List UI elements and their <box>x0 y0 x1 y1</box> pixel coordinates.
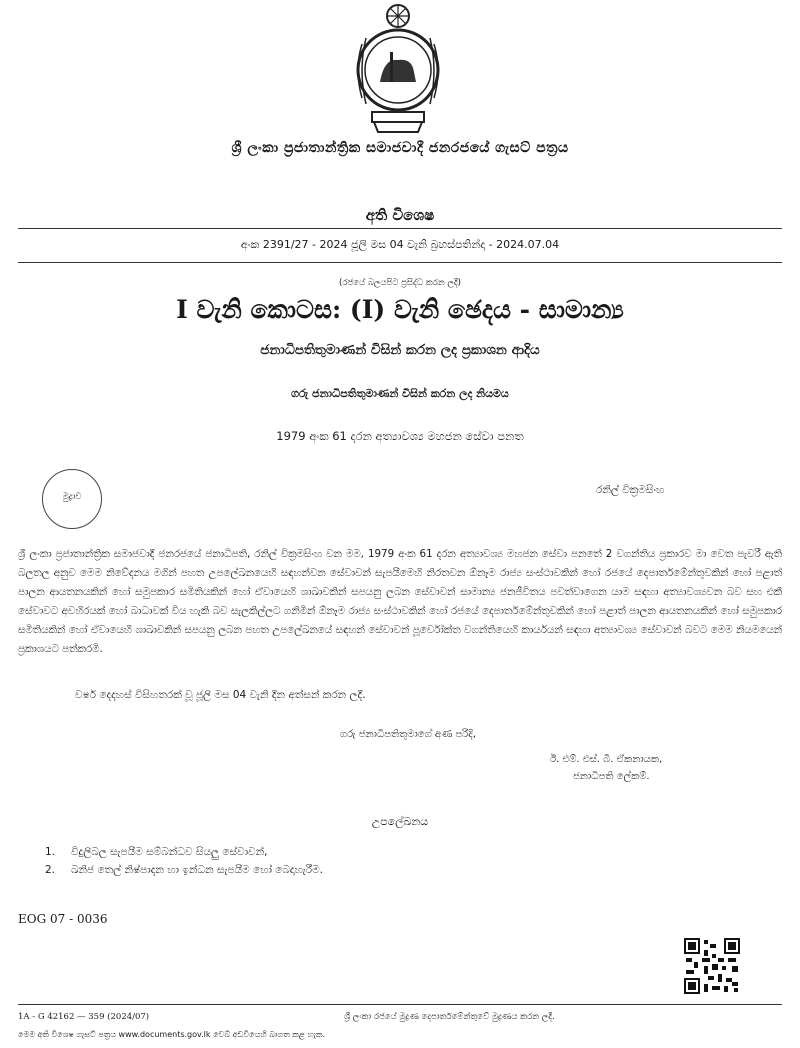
schedule-item-number: 1. <box>45 846 56 858</box>
part-heading: I වැනි කොටස: (I) වැනි ඡෙදය - සාමාන්‍ය <box>176 295 624 324</box>
seal-label: මුද්‍රාව <box>62 492 82 502</box>
order-body-text: ශ්‍රී ලංකා ප්‍රජාතාන්ත්‍රික සමාජවාදී ජනරජයේ ජනාධිපති, රනිල් වික්‍රමසිංහ වන මම, 1979 අංක 61 දරන අත්‍යාවශ්‍ය මහජන සේවා පනතේ 2 වගන්තිය ප්‍රකාරව මා වෙත පැවරී ඇති බලතල අනුව මෙම නිවේදනය මගින් පහත උපලේඛනයෙහි සඳහන්වන සේවාවන් සැපයීමෙහි නිරතවන ඕනෑම රාජ්‍ය සංස්ථාවකින් හෝ රජයේ දෙපාර්තමේන්තුවකින් හෝ පළාත් පාලන ආයතනයකින් හෝ සමුපකාර සමිතියකින් හෝ ඒවායෙහි ශාඛාවකින් සපයනු ලබන සේවාවන් සාමාන්‍ය ජනජීවිතය පවත්වාගෙන යාම සඳහා අත්‍යාවශ්‍යවන බව සහ එකී සේවාවට අවහිරයක් හෝ බාධාවක් විය හැකි බව සැලකිල්ලට ගනිමින් ඕනෑම රාජ්‍ය සංස්ථාවකින් හෝ රජයේ දෙපාර්තමේන්තුවකින් හෝ පළාත් පාලන ආයතනයකින් හෝ සමුපකාර සමිතියකින් හෝ ඒවායෙහි ශාඛාවකින් සපයනු ලබන පහත උපලේඛනයේ සඳහන් සේවාවන් පූර්වෝක්ත වගන්තියෙහි කාර්යයන් සඳහා අත්‍යාවශ්‍ය සේවාවන් බවට මෙම නියමයෙන් ප්‍රකාශයට පත්කරමි. <box>18 548 782 655</box>
signatory-name: රනිල් වික්‍රමසිංහ <box>596 484 665 496</box>
gazette-title: ශ්‍රී ලංකා ප්‍රජාතාන්ත්‍රික සමාජවාදී ජනරජයේ ගැසට් පත්‍රය <box>231 140 569 156</box>
issue-line: අංක 2391/27 - 2024 ජූලි මස 04 වැනි බ්‍රහස්පතින්දා - 2024.07.04 <box>240 238 560 251</box>
header-rule-bottom <box>18 262 782 263</box>
qr-code-icon[interactable] <box>684 938 740 994</box>
published-by-authority: (රජයේ බලයපිට ප්‍රසිද්ධ කරන ලදී) <box>339 278 461 288</box>
by-order-line: ගරු ජනාධිපතිතුමාගේ අණ පරිදි, <box>340 729 476 740</box>
publications-heading: ජනාධිපතිතුමාණන් විසින් කරන ලද ප්‍රකාශන ආදිය <box>260 342 540 358</box>
seal-circle <box>42 469 102 529</box>
schedule-item-text: ඛනිජ තෙල් නිෂ්පාදන හා ඉන්ධන සැපයීම හෝ බෙදාහැරීම. <box>71 864 323 876</box>
order-heading: ගරු ජනාධිපතිතුමාණන් විසින් කරන ලද නියමය <box>291 387 509 400</box>
schedule-item-number: 2. <box>45 864 56 876</box>
act-title: 1979 අංක 61 දරන අත්‍යාවශ්‍ය මහජන සේවා පනත <box>276 429 524 443</box>
schedule-item-text: විදුලිබල සැපයීම සම්බන්ධව සියලු සේවාවන්, <box>71 846 268 858</box>
schedule-heading: උපලේඛනය <box>371 815 429 828</box>
schedule-item <box>45 846 745 859</box>
secretary-name: ඊ. එම්. එස්. බී. ඒකනායක, <box>550 754 663 765</box>
printed-by: ශ්‍රී ලංකා රජයේ මුද්‍රණ දෙපාර්තමේන්තුවේ මුද්‍රණය කරන ලදී. <box>344 1012 555 1022</box>
dated-line: වර්ෂ දෙදහස් විසිහතරක් වූ ජූලි මස 04 වැනි දින අත්සන් කරන ලදී. <box>75 689 366 701</box>
print-code: 1A - G 42162 — 359 (2024/07) <box>18 1012 150 1022</box>
website-note: මෙම අති විශෙෂ ගැසට් පත්‍රය www.documents.gov.lk වෙබ් අඩවියෙහි බාගත කළ හැක. <box>18 1030 326 1039</box>
schedule-item <box>45 864 745 877</box>
footer-rule <box>18 1004 782 1005</box>
header-rule-top <box>18 228 782 229</box>
national-emblem-icon <box>344 0 452 140</box>
reference-code: EOG 07 - 0036 <box>18 912 108 926</box>
secretary-title: ජනාධිපති ලේකම්. <box>573 771 650 782</box>
gazette-subtitle: අති විශෙෂ <box>365 206 435 224</box>
